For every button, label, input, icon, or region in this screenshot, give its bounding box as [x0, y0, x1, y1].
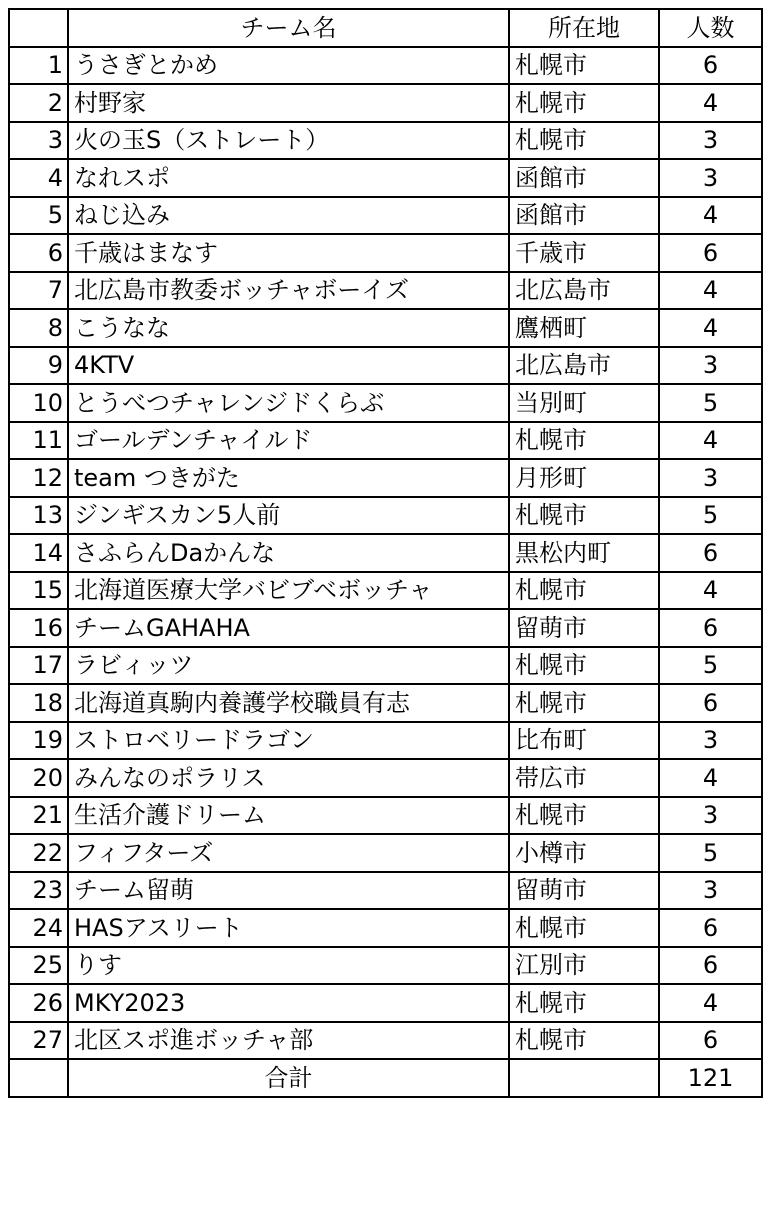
- row-number: 26: [9, 984, 68, 1022]
- team-location: 江別市: [509, 947, 659, 985]
- team-location: 札幌市: [509, 984, 659, 1022]
- team-name: さふらんDaかんな: [68, 534, 509, 572]
- team-location: 函館市: [509, 159, 659, 197]
- member-count: 3: [659, 347, 762, 385]
- team-location: 札幌市: [509, 572, 659, 610]
- team-location: 北広島市: [509, 272, 659, 310]
- row-number: 9: [9, 347, 68, 385]
- team-name: チームGAHAHA: [68, 609, 509, 647]
- row-number: 11: [9, 422, 68, 460]
- team-name: 北広島市教委ボッチャボーイズ: [68, 272, 509, 310]
- team-name: りす: [68, 947, 509, 985]
- team-location: 小樽市: [509, 834, 659, 872]
- member-count: 4: [659, 422, 762, 460]
- member-count: 6: [659, 609, 762, 647]
- team-table: [8, 8, 763, 1098]
- table-row: [9, 534, 762, 572]
- team-name: team つきがた: [68, 459, 509, 497]
- team-location: 留萌市: [509, 872, 659, 910]
- team-name: とうべつチャレンジドくらぶ: [68, 384, 509, 422]
- team-name: 生活介護ドリーム: [68, 797, 509, 835]
- row-number: 3: [9, 122, 68, 160]
- team-location: 月形町: [509, 459, 659, 497]
- team-location: 札幌市: [509, 1022, 659, 1060]
- total-count: 121: [659, 1059, 762, 1097]
- table-row: [9, 722, 762, 760]
- row-number: 10: [9, 384, 68, 422]
- team-location: 札幌市: [509, 647, 659, 685]
- team-name: 4KTV: [68, 347, 509, 385]
- table-row: [9, 872, 762, 910]
- member-count: 5: [659, 384, 762, 422]
- row-number: 20: [9, 759, 68, 797]
- team-name: なれスポ: [68, 159, 509, 197]
- member-count: 3: [659, 872, 762, 910]
- member-count: 6: [659, 1022, 762, 1060]
- table-row: [9, 947, 762, 985]
- team-location: 北広島市: [509, 347, 659, 385]
- header-number: [9, 9, 68, 47]
- table-row: [9, 797, 762, 835]
- member-count: 5: [659, 647, 762, 685]
- member-count: 4: [659, 272, 762, 310]
- total-row: [9, 1059, 762, 1097]
- table-row: [9, 459, 762, 497]
- team-name: 北海道真駒内養護学校職員有志: [68, 684, 509, 722]
- team-location: 当別町: [509, 384, 659, 422]
- total-label: 合計: [68, 1059, 509, 1097]
- team-name: MKY2023: [68, 984, 509, 1022]
- row-number: 23: [9, 872, 68, 910]
- row-number: 6: [9, 234, 68, 272]
- table-row: [9, 272, 762, 310]
- team-location: 札幌市: [509, 909, 659, 947]
- row-number: 2: [9, 84, 68, 122]
- row-number: 19: [9, 722, 68, 760]
- member-count: 4: [659, 197, 762, 235]
- table-row: [9, 909, 762, 947]
- team-name: 千歳はまなす: [68, 234, 509, 272]
- member-count: 6: [659, 909, 762, 947]
- team-location: 千歳市: [509, 234, 659, 272]
- member-count: 6: [659, 534, 762, 572]
- team-name: ストロベリードラゴン: [68, 722, 509, 760]
- team-location: 札幌市: [509, 122, 659, 160]
- row-number: 22: [9, 834, 68, 872]
- team-location: 函館市: [509, 197, 659, 235]
- row-number: 24: [9, 909, 68, 947]
- team-location: 帯広市: [509, 759, 659, 797]
- team-location: 比布町: [509, 722, 659, 760]
- table-row: [9, 84, 762, 122]
- table-row: [9, 647, 762, 685]
- team-location: 札幌市: [509, 684, 659, 722]
- table-row: [9, 759, 762, 797]
- table-row: [9, 384, 762, 422]
- row-number: 4: [9, 159, 68, 197]
- row-number: 8: [9, 309, 68, 347]
- header-member-count: 人数: [659, 9, 762, 47]
- total-location-cell: [509, 1059, 659, 1097]
- team-name: ねじ込み: [68, 197, 509, 235]
- member-count: 6: [659, 47, 762, 85]
- row-number: 27: [9, 1022, 68, 1060]
- member-count: 3: [659, 459, 762, 497]
- table-body: [9, 47, 762, 1060]
- table-row: [9, 684, 762, 722]
- team-name: みんなのポラリス: [68, 759, 509, 797]
- table-row: [9, 422, 762, 460]
- row-number: 18: [9, 684, 68, 722]
- table-row: [9, 984, 762, 1022]
- member-count: 6: [659, 947, 762, 985]
- member-count: 3: [659, 722, 762, 760]
- table-row: [9, 347, 762, 385]
- member-count: 5: [659, 497, 762, 535]
- team-location: 留萌市: [509, 609, 659, 647]
- member-count: 6: [659, 234, 762, 272]
- member-count: 4: [659, 572, 762, 610]
- table-row: [9, 159, 762, 197]
- team-location: 札幌市: [509, 422, 659, 460]
- team-name: うさぎとかめ: [68, 47, 509, 85]
- header-team-name: チーム名: [68, 9, 509, 47]
- team-name: チーム留萌: [68, 872, 509, 910]
- member-count: 3: [659, 159, 762, 197]
- table-row: [9, 1022, 762, 1060]
- table-row: [9, 197, 762, 235]
- total-number-cell: [9, 1059, 68, 1097]
- table-header: [9, 9, 762, 47]
- table-row: [9, 47, 762, 85]
- row-number: 12: [9, 459, 68, 497]
- team-location: 札幌市: [509, 84, 659, 122]
- table-row: [9, 309, 762, 347]
- member-count: 5: [659, 834, 762, 872]
- row-number: 16: [9, 609, 68, 647]
- team-name: 村野家: [68, 84, 509, 122]
- row-number: 21: [9, 797, 68, 835]
- member-count: 4: [659, 759, 762, 797]
- team-name: 火の玉S（ストレート）: [68, 122, 509, 160]
- team-location: 札幌市: [509, 47, 659, 85]
- table-row: [9, 609, 762, 647]
- team-name: 北区スポ進ボッチャ部: [68, 1022, 509, 1060]
- header-location: 所在地: [509, 9, 659, 47]
- header-row: [9, 9, 762, 47]
- table-row: [9, 122, 762, 160]
- team-location: 札幌市: [509, 797, 659, 835]
- member-count: 4: [659, 984, 762, 1022]
- row-number: 5: [9, 197, 68, 235]
- team-name: こうなな: [68, 309, 509, 347]
- team-name: ラビィッツ: [68, 647, 509, 685]
- table-row: [9, 834, 762, 872]
- team-location: 黒松内町: [509, 534, 659, 572]
- member-count: 4: [659, 309, 762, 347]
- team-name: HASアスリート: [68, 909, 509, 947]
- table-row: [9, 497, 762, 535]
- row-number: 14: [9, 534, 68, 572]
- team-location: 鷹栖町: [509, 309, 659, 347]
- row-number: 25: [9, 947, 68, 985]
- team-name: 北海道医療大学バビブベボッチャ: [68, 572, 509, 610]
- row-number: 17: [9, 647, 68, 685]
- member-count: 3: [659, 797, 762, 835]
- member-count: 6: [659, 684, 762, 722]
- member-count: 3: [659, 122, 762, 160]
- table-footer: [9, 1059, 762, 1097]
- row-number: 1: [9, 47, 68, 85]
- member-count: 4: [659, 84, 762, 122]
- team-name: ゴールデンチャイルド: [68, 422, 509, 460]
- row-number: 13: [9, 497, 68, 535]
- row-number: 7: [9, 272, 68, 310]
- team-name: フィフターズ: [68, 834, 509, 872]
- table-row: [9, 572, 762, 610]
- row-number: 15: [9, 572, 68, 610]
- team-location: 札幌市: [509, 497, 659, 535]
- team-name: ジンギスカン5人前: [68, 497, 509, 535]
- table-row: [9, 234, 762, 272]
